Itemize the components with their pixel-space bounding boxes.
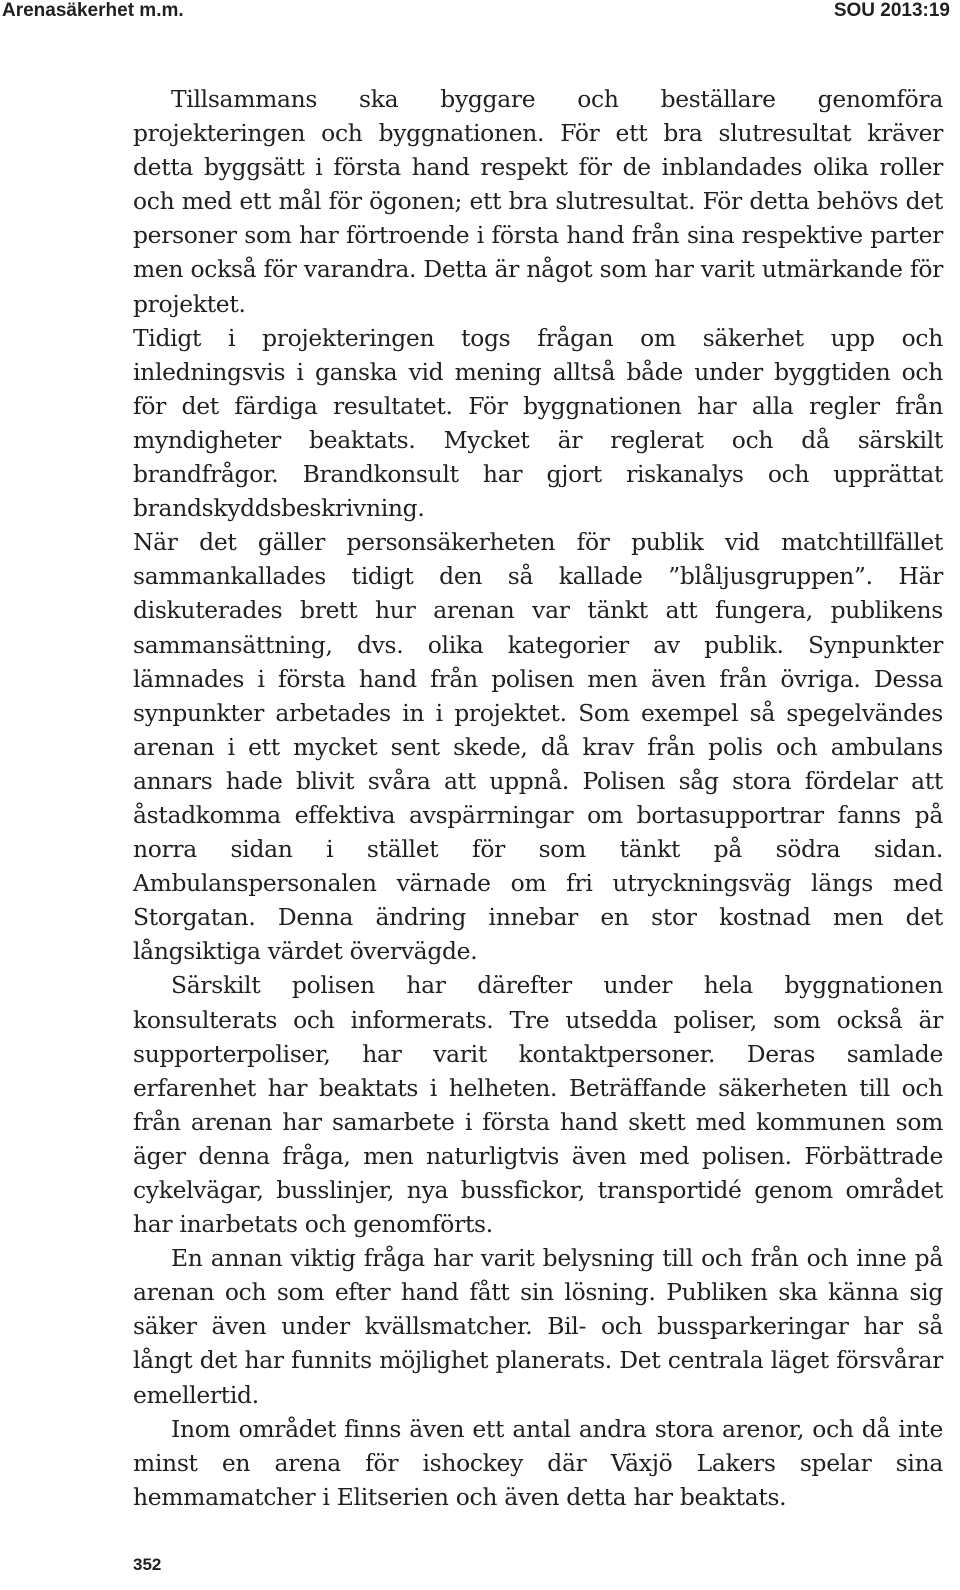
paragraph: Särskilt polisen har därefter under hela byggnationen konsulterats och informerats. Tre utsedda poliser, som också är supporterpoliser, har varit kontaktpersoner. Deras samlade erfarenhet har beaktats i helheten. Beträffande säkerheten till och från arenan har samarbete i första hand skett med kommunen som äger denna fråga, men naturligtvis även med polisen. Förbättrade cykelvägar, busslinjer, nya bussfickor, transportidé genom området har inarbetats och genomförts. (133, 971, 943, 1239)
paragraph: Tillsammans ska byggare och beställare genomföra projekteringen och byggnationen. För ett bra slutresultat kräver detta byggsätt i första hand respekt för de inblandades olika roller och med ett mål för ögonen; ett bra slutresultat. För detta behövs det personer som har förtroende i första hand från sina respektive parter men också för varandra. Detta är något som har varit utmärkande för projektet. (133, 85, 943, 318)
paragraph: Inom området finns även ett antal andra stora arenor, och då inte minst en arena för ishockey där Växjö Lakers spelar sina hemmamatcher i Elitserien och även detta har beaktats. (133, 1414, 943, 1511)
running-header (0, 0, 960, 30)
paragraph: En annan viktig fråga har varit belysning till och från och inne på arenan och som efter hand fått sin lösning. Publiken ska känna sig säker även under kvällsmatcher. Bil- och bussparkeringar har så långt det har funnits möjlighet planerats. Det centrala läget försvårar emellertid. (133, 1244, 943, 1409)
paragraph: När det gäller personsäkerheten för publik vid matchtillfället sammankallades tidigt den så kallade ”blåljusgruppen”. Här diskuterades brett hur arenan var tänkt att fungera, publikens sammansättning, dvs. olika kategorier av publik. Synpunkter lämnades i första hand från polisen men även från övriga. Dessa synpunkter arbetades in i projektet. Som exempel så spegelvändes arenan i ett mycket sent skede, då krav från polis och ambulans annars hade blivit svåra att uppnå. Polisen såg stora fördelar att åstadkomma effektiva avspärrningar om bortasupportrar fanns på norra sidan i stället för som tänkt på södra sidan. Ambulanspersonalen värnade om fri utryckningsväg längs med Storgatan. Denna ändring innebar en stor kostnad men det långsiktiga värdet övervägde. (133, 528, 943, 966)
page-number: 352 (133, 1555, 162, 1574)
body-text (133, 82, 943, 1514)
report-title: Arenasäkerhet m.m. (2, 0, 184, 21)
report-reference: SOU 2013:19 (833, 0, 950, 21)
paragraph: Tidigt i projekteringen togs frågan om säkerhet upp och inledningsvis i ganska vid mening alltså både under byggtiden och för det färdiga resultatet. För byggnationen har alla regler från myndigheter beaktats. Mycket är reglerat och då särskilt brandfrågor. Brandkonsult har gjort riskanalys och upprättat brandskyddsbeskrivning. (133, 323, 943, 523)
